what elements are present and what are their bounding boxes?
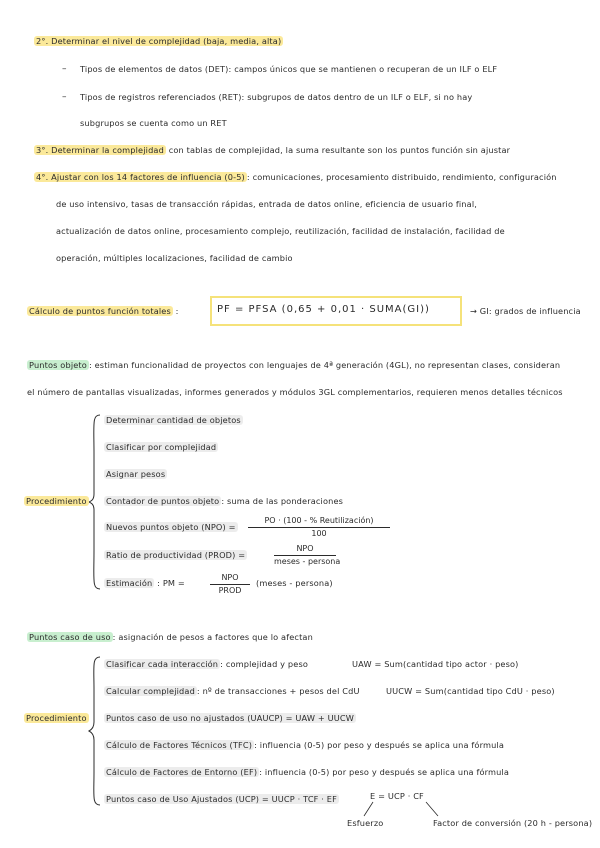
cu-title: Puntos caso de uso	[29, 632, 111, 642]
bullet-dash: –	[62, 64, 67, 74]
cu-step-3: Puntos caso de uso no ajustados (UAUCP) = UAW + UUCW	[106, 713, 355, 723]
bullet-ret-line2: subgrupos se cuenta como un RET	[80, 118, 227, 128]
pf-note: → GI: grados de influencia	[470, 306, 581, 316]
po-desc-1: : estiman funcionalidad de proyectos con lenguajes de 4ª generación (4GL), no representan clases, consideran	[88, 360, 561, 370]
cu-procedure-label: Procedimiento	[26, 713, 87, 723]
bullet-ret-line1: Tipos de registros referenciados (RET): subgrupos de datos dentro de un ILF o ELF, si no hay	[80, 92, 473, 102]
po-step-3: Asignar pesos	[106, 469, 166, 479]
est-pm: : PM =	[157, 578, 185, 588]
npo-label: Nuevos puntos objeto (NPO) =	[106, 522, 236, 532]
cu-step-4: Cálculo de Factores Técnicos (TFC) : influencia (0-5) por peso y después se aplica una fórmula	[106, 740, 505, 750]
po-step-1: Determinar cantidad de objetos	[106, 415, 241, 425]
item4-title: 4°. Ajustar con los 14 factores de influencia (0-5)	[36, 172, 245, 182]
prod-numerator: NPO	[296, 544, 314, 553]
prod-fraction	[274, 544, 341, 567]
cu-title-row	[27, 632, 313, 643]
cu-step-2: Calcular complejidad : nº de transacciones + pesos del CdU	[106, 686, 360, 696]
cu-brace	[88, 656, 102, 806]
est-row	[104, 578, 185, 589]
cu-step-1: Clasificar cada interacción : complejidad y peso	[106, 659, 309, 669]
po-brace	[88, 414, 102, 590]
item4-line4: operación, múltiples localizaciones, facilidad de cambio	[56, 253, 293, 263]
esfuerzo-label: Esfuerzo	[347, 818, 384, 828]
item3-rest: con tablas de complejidad, la suma resultante son los puntos función sin ajustar	[168, 145, 511, 155]
cu-step-5: Cálculo de Factores de Entorno (EF) : influencia (0-5) por peso y después se aplica una fórmula	[106, 767, 510, 777]
bullet-det: Tipos de elementos de datos (DET): campos únicos que se mantienen o recuperan de un ILF o ELF	[80, 64, 498, 74]
po-step-2: Clasificar por complejidad	[106, 442, 217, 452]
pf-label: Cálculo de puntos función totales	[29, 306, 171, 316]
pf-formula: PF = PFSA (0,65 + 0,01 · SUMA(GI))	[217, 304, 430, 315]
est-fraction	[210, 573, 250, 596]
cu-uucw-formula: UUCW = Sum(cantidad tipo CdU · peso)	[386, 686, 555, 696]
cu-uaw-formula: UAW = Sum(cantidad tipo actor · peso)	[352, 659, 519, 669]
item3-title: 3°. Determinar la complejidad	[36, 145, 164, 155]
bullet-dash: –	[62, 92, 67, 102]
po-desc-line1	[27, 360, 560, 371]
prod-label: Ratio de productividad (PROD) =	[106, 550, 246, 560]
item4	[34, 172, 557, 183]
npo-numerator: PO · (100 - % Reutilización)	[264, 516, 374, 525]
npo-denominator: 100	[311, 529, 327, 538]
cu-effort-eq: E = UCP · CF	[370, 791, 424, 801]
factor-label: Factor de conversión (20 h - persona)	[433, 818, 593, 828]
prod-denominator: meses - persona	[274, 557, 341, 566]
po-desc-line2: el número de pantallas visualizadas, informes generados y módulos 3GL complementarios, requieren menos detalles técnicos	[27, 387, 563, 397]
est-denominator: PROD	[218, 586, 242, 595]
item3	[34, 145, 510, 156]
est-units: (meses - persona)	[256, 578, 333, 588]
item2-title: 2°. Determinar el nivel de complejidad (baja, media, alta)	[36, 36, 282, 46]
po-procedure-label: Procedimiento	[26, 496, 87, 506]
cu-step-6: Puntos caso de Uso Ajustados (UCP) = UUCP · TCF · EF	[106, 794, 337, 804]
est-label: Estimación	[106, 578, 153, 588]
item4-line3: actualización de datos online, procesamiento complejo, reutilización, facilidad de instalación, facilidad de	[56, 226, 505, 236]
po-title: Puntos objeto	[29, 360, 87, 370]
po-step-contador: Contador de puntos objeto : suma de las ponderaciones	[106, 496, 344, 506]
cu-desc: : asignación de pesos a factores que lo afectan	[112, 632, 313, 642]
est-numerator: NPO	[221, 573, 239, 582]
item4-line2: de uso intensivo, tasas de transacción rápidas, entrada de datos online, eficiencia de usuario final,	[56, 199, 477, 209]
pf-label-row	[27, 306, 179, 317]
pf-colon: :	[175, 306, 179, 316]
npo-fraction	[248, 516, 390, 539]
item4-rest: : comunicaciones, procesamiento distribuido, rendimiento, configuración	[246, 172, 557, 182]
